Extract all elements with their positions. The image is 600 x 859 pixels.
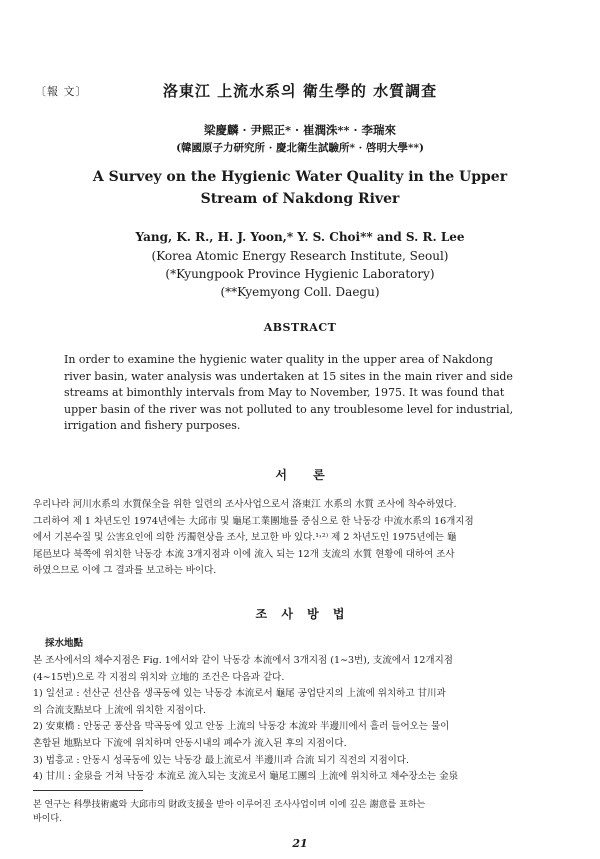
english-title: [0, 166, 600, 210]
methods-line: 3) 법흥교 : 안동시 성곡동에 있는 낙동강 最上流로서 半邊川과 合流 되기 직전의 지점이다.: [33, 754, 409, 766]
abstract-line: upper basin of the river was not polluted to any troublesome level for industrial,: [64, 402, 514, 416]
affiliation-line: (Korea Atomic Energy Research Institute, Seoul): [151, 249, 449, 263]
abstract-heading: ABSTRACT: [263, 321, 337, 334]
page-number: 21: [292, 837, 308, 850]
methods-line: (4∼15번)으로 각 지점의 위치와 立地的 조건은 다음과 같다.: [33, 671, 285, 683]
footnote-line: 본 연구는 科學技術處와 大邱市의 財政支援을 받아 이루어진 조사사업이며 이에 깊은 謝意를 표하는: [33, 800, 426, 810]
introduction-heading: 서 론: [275, 468, 325, 482]
abstract-line: In order to examine the hygienic water quality in the upper area of Nakdong: [64, 353, 493, 366]
affiliation-line: (**Kyemyong Coll. Daegu): [220, 285, 380, 299]
abstract-line: irrigation and fishery purposes.: [64, 419, 241, 432]
abstract-line: river basin, water analysis was undertaken at 15 sites in the main river and side: [64, 369, 513, 383]
methods-line: 본 조사에서의 채수지점은 Fig. 1에서와 같이 낙동강 本流에서 3개지점 (1∼3번), 支流에서 12개지점: [33, 655, 453, 666]
intro-line: 우리나라 河川水系의 水質保全을 위한 일련의 조사사업으로서 洛東江 水系의 水質 조사에 착수하였다.: [33, 499, 457, 510]
article-type-tag: 〔報 文〕: [35, 85, 88, 98]
methods-line: 의 合流支點보다 上流에 위치한 지점이다.: [33, 704, 207, 716]
methods-text: [33, 653, 568, 786]
footnote-divider: [33, 790, 143, 791]
korean-authors: 梁慶麟 · 尹熙正* · 崔潤洙** · 李瑞來: [203, 123, 397, 137]
intro-line: 그리하여 제 1 차년도인 1974년에는 大邱市 및 龜尾工業團地를 중심으로 한 낙동강 中流水系의 16개지점: [33, 515, 474, 527]
methods-heading: 조 사 방 법: [255, 607, 345, 621]
english-authors: Yang, K. R., H. J. Yoon,* Y. S. Choi** and S. R. Lee: [135, 230, 465, 244]
introduction-text: [33, 497, 568, 580]
intro-line: 하였으므로 이에 그 결과를 보고하는 바이다.: [33, 565, 217, 576]
abstract-line: streams at bimonthly intervals from May to November, 1975. It was found that: [64, 386, 505, 399]
korean-title: 洛東江 上流水系의 衛生學的 水質調査: [162, 82, 438, 100]
intro-line: 에서 기본수질 및 公害요인에 의한 汚濁현상을 조사, 보고한 바 있다.¹˒²⁾ 제 2 차년도인 1975년에는 龜: [33, 532, 457, 543]
methods-line: 1) 일선교 : 선산군 선산읍 생곡동에 있는 낙동강 本流로서 龜尾 공업단지의 上流에 위치하고 甘川과: [33, 688, 446, 700]
korean-affiliation: (韓國原子力研究所 · 慶北衛生試驗所* · 啓明大學**): [176, 142, 424, 154]
affiliation-line: (*Kyungpook Province Hygienic Laboratory): [165, 267, 435, 281]
sampling-sites-subheading: 採水地點: [45, 638, 84, 649]
english-title-line-1: A Survey on the Hygienic Water Quality in the Upper: [92, 169, 508, 185]
footnote: [33, 798, 568, 826]
methods-line: 혼합된 地點보다 下流에 위치하며 안동시내의 폐수가 流入된 후의 지점이다.: [33, 737, 347, 749]
methods-line: 4) 甘川 : 金泉을 거쳐 낙동강 本流로 流入되는 支流로서 龜尾工團의 上流에 위치하고 채수장소는 金泉: [33, 771, 459, 783]
methods-line: 2) 安東橋 : 안동군 풍산읍 막곡동에 있고 안동 上流의 낙동강 本流와 半邊川에서 흘러 들어오는 물이: [33, 721, 450, 733]
english-title-line-2: Stream of Nakdong River: [200, 191, 400, 207]
intro-line: 尾邑보다 북쪽에 위치한 낙동강 本流 3개지점과 이에 流入 되는 12개 支流의 水質 현황에 대하여 조사: [33, 548, 455, 560]
english-affiliations: [0, 247, 600, 301]
footnote-line: 바이다.: [33, 814, 62, 824]
abstract-text: [64, 352, 554, 435]
